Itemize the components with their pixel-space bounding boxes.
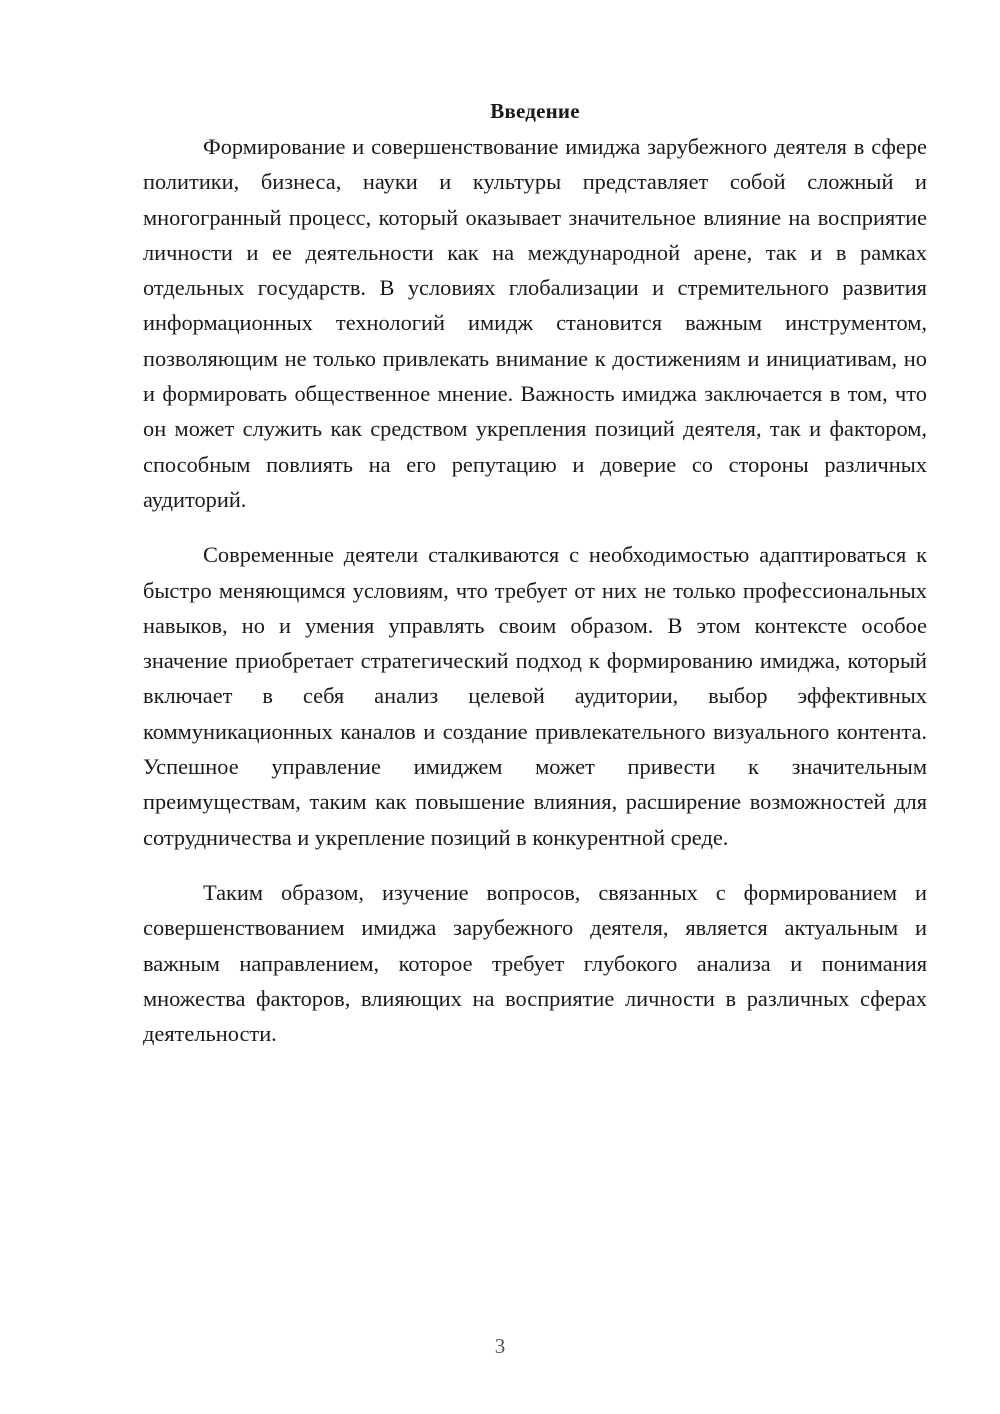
page-content (143, 94, 927, 1051)
paragraph-2: Современные деятели сталкиваются с необходимостью адаптироваться к быстро меняющимся условиям, что требует от них не только профессиональных навыков, но и умения управлять своим образом. В этом контексте особое значение приобретает стратегический подход к формированию имиджа, который включает в себя анализ целевой аудитории, выбор эффективных коммуникационных каналов и создание привлекательного визуального контента. Успешное управление имиджем может привести к значительным преимуществам, таким как повышение влияния, расширение возможностей для сотрудничества и укрепление позиций в конкурентной среде. (143, 542, 927, 850)
paragraph-3: Таким образом, изучение вопросов, связанных с формированием и совершенствованием имиджа зарубежного деятеля, является актуальным и важным направлением, которое требует глубокого анализа и понимания множества факторов, влияющих на восприятие личности в различных сферах деятельности. (143, 879, 927, 1047)
page-number: 3 (494, 1334, 506, 1358)
paragraph-1: Формирование и совершенствование имиджа зарубежного деятеля в сфере политики, бизнеса, науки и культуры представляет собой сложный и многогранный процесс, который оказывает значительное влияние на восприятие личности и ее деятельности как на международной арене, так и в рамках отдельных государств. В условиях глобализации и стремительного развития информационных технологий имидж становится важным инструментом, позволяющим не только привлекать внимание к достижениям и инициативам, но и формировать общественное мнение. Важность имиджа заключается в том, что он может служить как средством укрепления позиций деятеля, так и фактором, способным повлиять на его репутацию и доверие со стороны различных аудиторий. (143, 134, 927, 512)
section-heading: Введение (490, 99, 580, 123)
